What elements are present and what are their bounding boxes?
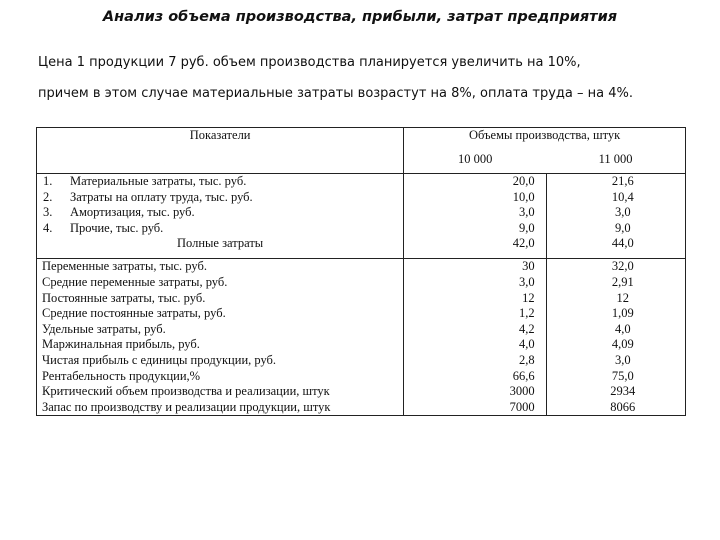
cost-value: 20,0: [512, 174, 535, 188]
metric-label: Постоянные затраты, тыс. руб.: [42, 290, 206, 305]
indicators-header: Показатели: [189, 128, 251, 142]
metric-label: Удельные затраты, руб.: [42, 321, 166, 336]
metric-value: 7000: [509, 399, 535, 414]
metric-value: 66,6: [512, 368, 535, 383]
intro-line-2: причем в этом случае материальные затраты возрастут на 8%, оплата труда – на 4%.: [38, 86, 633, 101]
metric-label: Маржинальная прибыль, руб.: [42, 337, 200, 352]
metric-value: 32,0: [611, 259, 634, 274]
cost-value: 3,0: [518, 205, 535, 220]
metric-value: 3000: [509, 384, 535, 399]
metric-value: 3,0: [614, 352, 631, 367]
cost-values-11000: [546, 174, 685, 237]
header-row: [37, 128, 686, 153]
cost-item: 2. Затраты на оплату труда, тыс. руб.: [43, 189, 253, 204]
metric-value: 30: [522, 259, 535, 274]
cost-value: 10,0: [512, 189, 535, 204]
metric-value: 2934: [610, 384, 636, 399]
metric-values-10000: [404, 259, 546, 416]
metric-label: Запас по производству и реализации продукции, штук: [42, 399, 331, 414]
cost-item: 4. Прочие, тыс. руб.: [43, 220, 164, 235]
metric-value: 12: [522, 290, 535, 305]
total-costs-11000: 44,0: [546, 236, 685, 259]
metric-label: Переменные затраты, тыс. руб.: [42, 259, 207, 274]
metric-label: Рентабельность продукции,%: [42, 368, 201, 383]
cost-value: 9,0: [518, 220, 535, 235]
metric-value: 2,8: [518, 352, 535, 367]
document-title: Анализ объема производства, прибыли, затрат предприятия: [102, 9, 618, 25]
cost-item: 1. Материальные затраты, тыс. руб.: [43, 174, 247, 188]
metric-value: 4,0: [518, 337, 535, 352]
production-analysis-table: [36, 127, 686, 416]
cost-value: 9,0: [614, 220, 631, 235]
metric-label: Средние постоянные затраты, руб.: [42, 306, 226, 321]
volume-10000-header: 10 000: [404, 152, 546, 174]
cost-value: 10,4: [611, 189, 634, 204]
intro-line-1: Цена 1 продукции 7 руб. объем производства планируется увеличить на 10%,: [38, 55, 581, 70]
metric-value: 1,2: [518, 306, 535, 321]
volume-11000-header: 11 000: [598, 152, 633, 166]
metric-label: Средние переменные затраты, руб.: [42, 274, 228, 289]
metric-label: Критический объем производства и реализации, штук: [42, 384, 330, 399]
cost-item: 3. Амортизация, тыс. руб.: [43, 205, 195, 220]
total-costs-row: [37, 236, 686, 259]
metric-value: 75,0: [611, 368, 634, 383]
cost-items-section: [37, 174, 686, 237]
cost-values-10000: [404, 174, 546, 237]
metric-label: Чистая прибыль с единицы продукции, руб.: [42, 352, 277, 367]
metrics-section: [37, 259, 686, 416]
total-costs-label: Полные затраты: [176, 236, 264, 251]
cost-value: 21,6: [611, 174, 634, 188]
metric-value: 4,09: [611, 337, 634, 352]
metric-value: 4,0: [614, 321, 631, 336]
volumes-header: Объемы производства, штук: [404, 128, 686, 153]
metric-value: 2,91: [611, 274, 634, 289]
metric-labels: [37, 259, 404, 416]
cost-item-labels: [37, 174, 404, 237]
metric-value: 1,09: [611, 306, 634, 321]
cost-value: 3,0: [614, 205, 631, 220]
total-costs-10000: 42,0: [404, 236, 546, 259]
metric-value: 8066: [610, 399, 636, 414]
metric-value: 3,0: [518, 274, 535, 289]
metric-value: 4,2: [518, 321, 535, 336]
metric-values-11000: [546, 259, 685, 416]
metric-value: 12: [616, 290, 630, 305]
